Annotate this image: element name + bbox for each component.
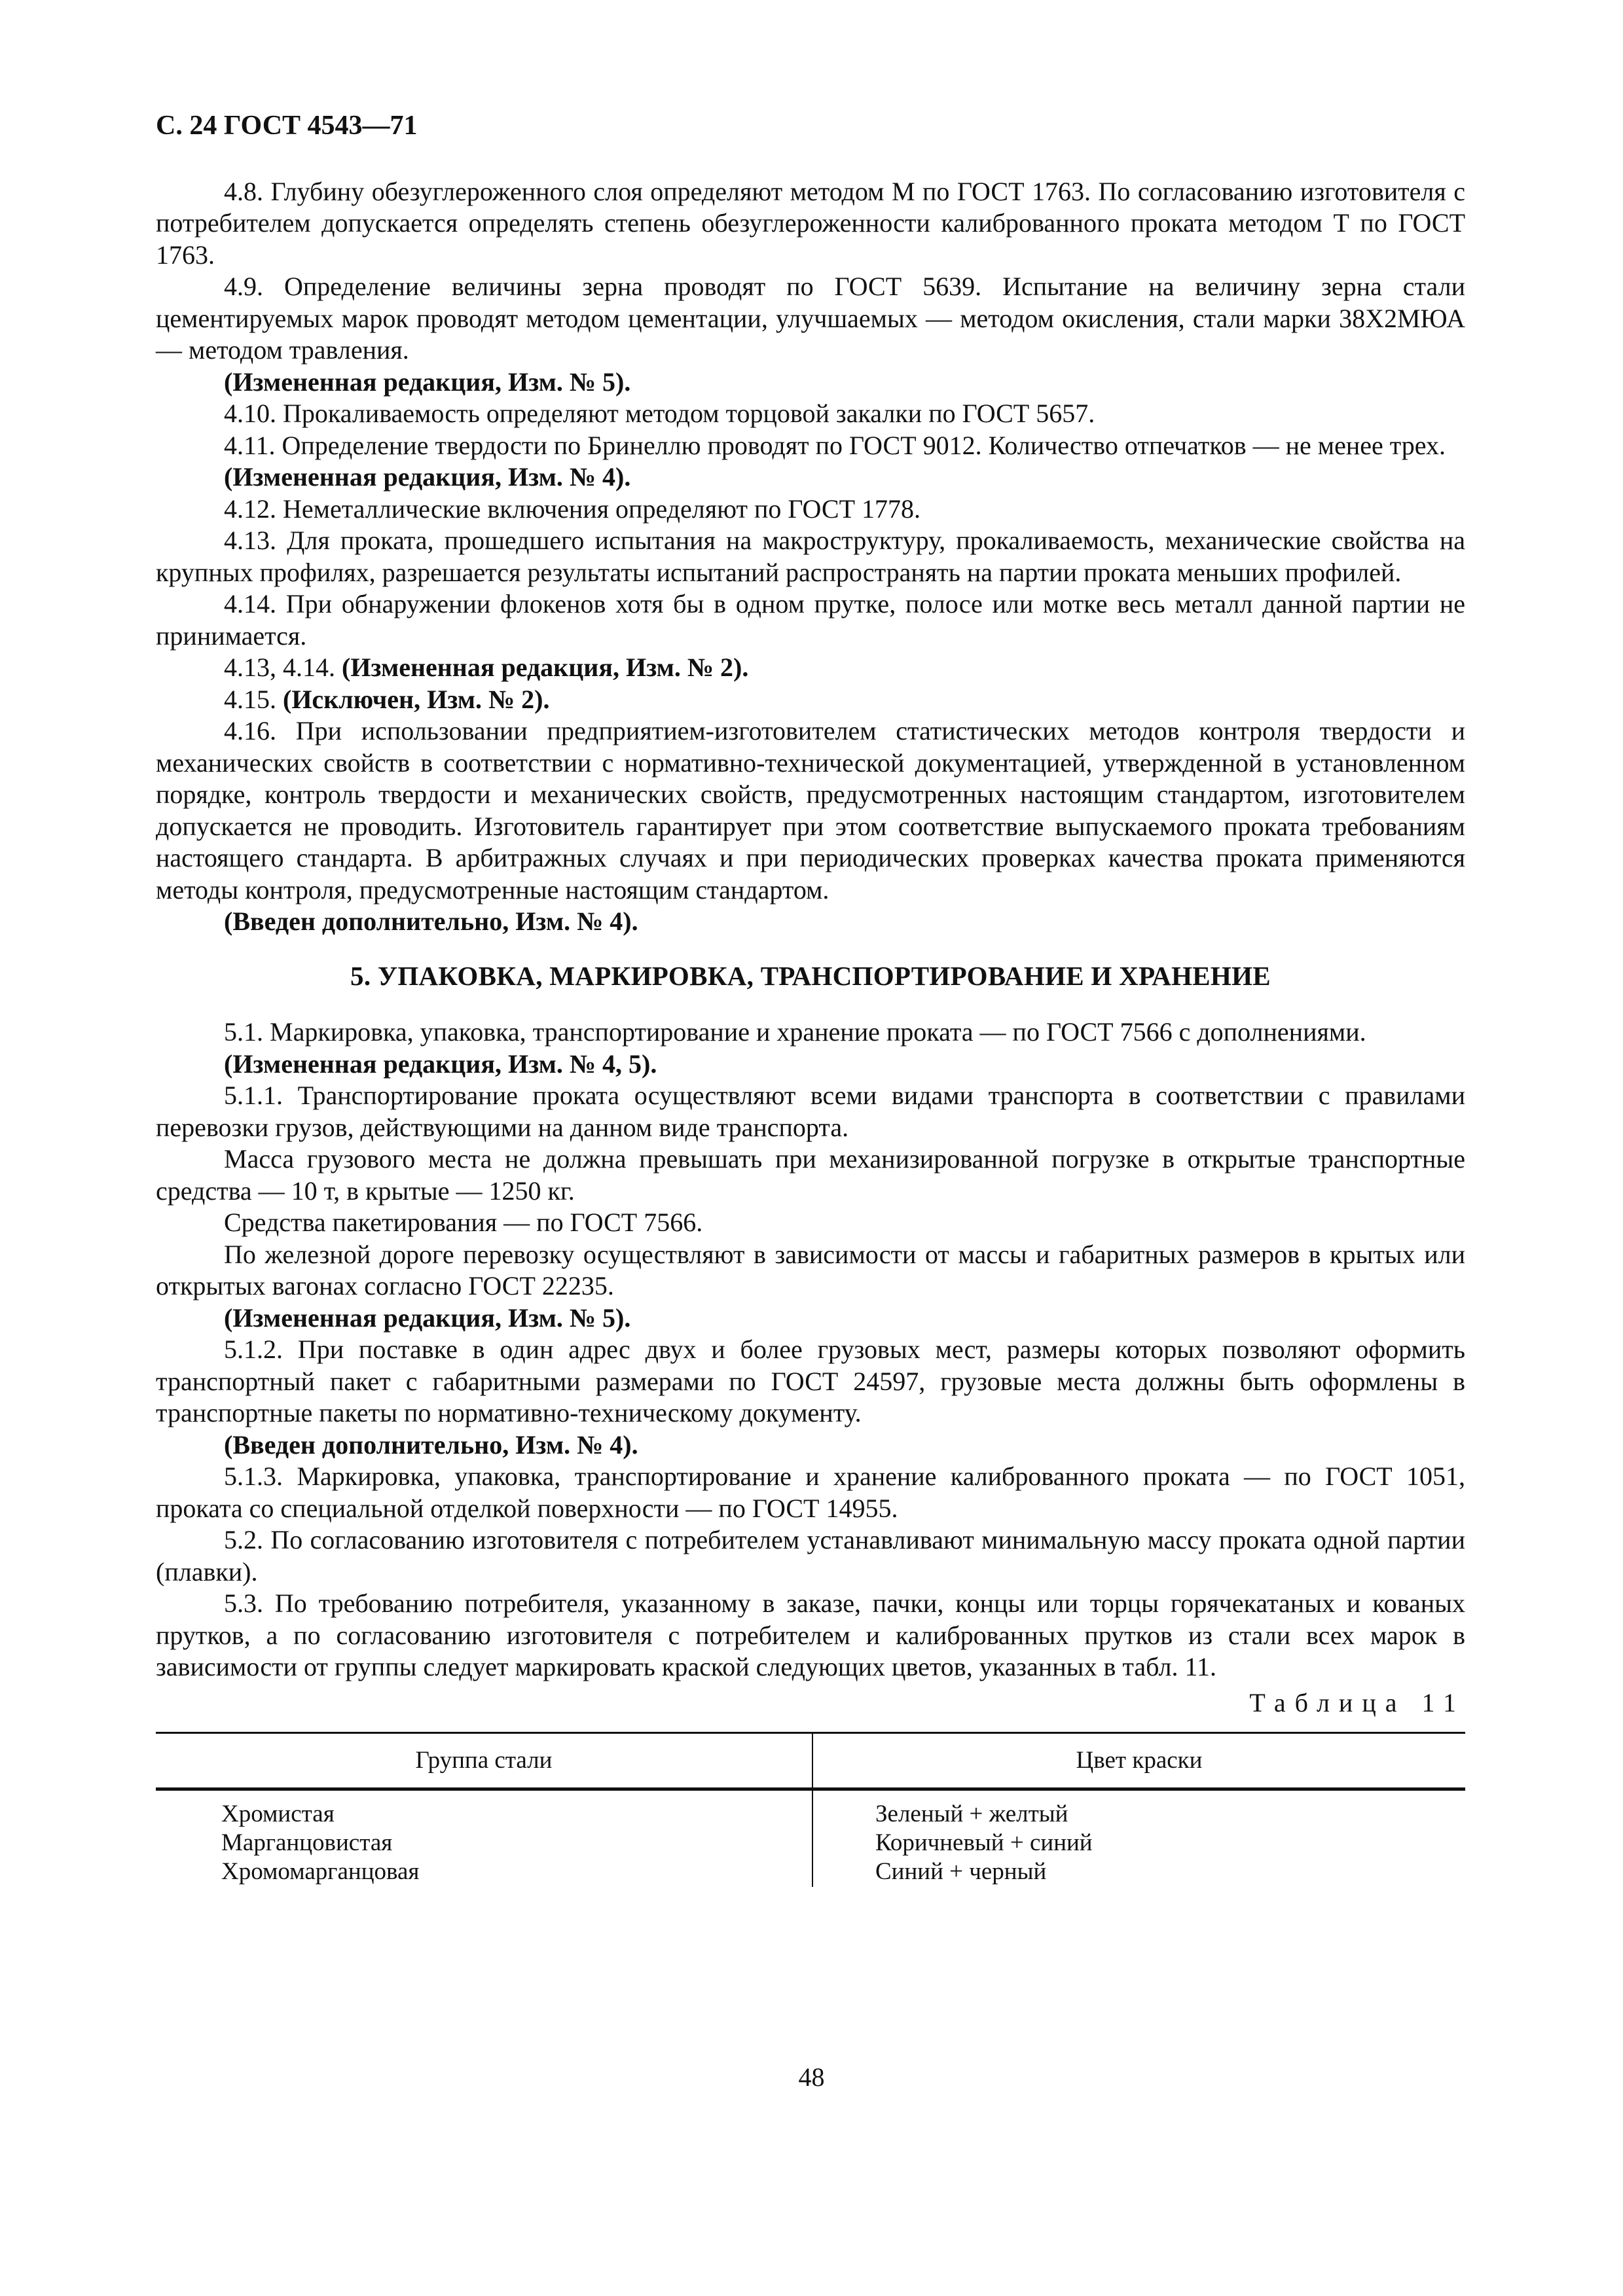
clause-list-4 [156, 176, 1465, 938]
table-row [156, 1789, 1465, 1888]
clause-5-1: 5.1. Маркировка, упаковка, транспортирование и хранение проката — по ГОСТ 7566 с дополнениями. [224, 1017, 1366, 1047]
clause-5-3: 5.3. По требованию потребителя, указанному в заказе, пачки, концы или торцы горячекатаных и кованых прутков, а по согласованию изготовителя с потребителем и калиброванных прутков из стали всех марок в зависимости от группы следует маркировать краской следующих цветов, указанных в табл. 11. [156, 1588, 1465, 1681]
amendment-note: (Измененная редакция, Изм. № 5). [224, 1302, 631, 1333]
clause-4-8: 4.8. Глубину обезуглероженного слоя определяют методом М по ГОСТ 1763. По согласованию изготовителя с потребителем допускается определять степень обезуглероженности калиброванного проката методом Т по ГОСТ 1763. [156, 176, 1465, 270]
clause-4-12: 4.12. Неметаллические включения определяют по ГОСТ 1778. [224, 493, 921, 524]
section-title: 5. УПАКОВКА, МАРКИРОВКА, ТРАНСПОРТИРОВАНИЕ И ХРАНЕНИЕ [350, 960, 1271, 991]
clause-5-1-1: 5.1.1. Транспортирование проката осуществляют всеми видами транспорта в соответствии с правилами перевозки грузов, действующими на данном виде транспорта. [156, 1081, 1465, 1142]
column-header-steel-group: Группа стали [156, 1733, 812, 1789]
clause-number: 4.13, 4.14. [224, 653, 342, 682]
clause-text: Масса грузового места не должна превышать при механизированной погрузке в открытые транспортные средства — 10 т, в крытые — 1250 кг. [156, 1144, 1465, 1206]
clause-5-1-3: 5.1.3. Маркировка, упаковка, транспортирование и хранение калиброванного проката — по ГОСТ 1051, проката со специальной отделкой поверхности — по ГОСТ 14955. [156, 1462, 1465, 1523]
table-caption: Таблица 11 [1249, 1687, 1465, 1717]
clause-text: Средства пакетирования — по ГОСТ 7566. [224, 1208, 703, 1237]
document-page [156, 110, 1465, 1887]
clause-4-10: 4.10. Прокаливаемость определяют методом торцовой закалки по ГОСТ 5657. [224, 399, 1095, 428]
table-header-row [156, 1733, 1465, 1789]
amendment-note: (Исключен, Изм. № 2). [283, 684, 550, 714]
steel-group-value: Хромистая [221, 1801, 335, 1827]
amendment-note: (Введен дополнительно, Изм. № 4). [224, 1429, 638, 1460]
paint-color-value: Синий + черный [875, 1858, 1047, 1885]
amendment-note: (Измененная редакция, Изм. № 2). [342, 653, 749, 682]
steel-group-value: Марганцовистая [221, 1829, 393, 1856]
clause-5-1-2: 5.1.2. При поставке в один адрес двух и более грузовых мест, размеры которых позволяют оформить транспортный пакет с габаритными размерами по ГОСТ 24597, грузовые места должны быть оформлены в транспортные пакеты по нормативно-техническому документу. [156, 1335, 1465, 1427]
steel-group-cell [156, 1789, 812, 1888]
clause-4-15 [156, 684, 1465, 716]
column-header-paint-color: Цвет краски [812, 1733, 1465, 1789]
amendment-note: (Измененная редакция, Изм. № 4, 5). [224, 1049, 657, 1079]
clause-4-16: 4.16. При использовании предприятием-изготовителем статистических методов контроля твердости и механических свойств в соответствии с нормативно-технической документацией, утвержденной в установленном порядке, контроль твердости и механических свойств, предусмотренных настоящим стандартом, изготовителем допускается не проводить. Изготовитель гарантирует при этом соответствие выпускаемого проката требованиям настоящего стандарта. В арбитражных случаях и при периодических проверках качества проката применяются методы контроля, предусмотренные настоящим стандартом. [156, 716, 1465, 905]
steel-group-value: Хромомарганцовая [221, 1858, 420, 1885]
paint-color-cell [812, 1789, 1465, 1888]
clause-4-11: 4.11. Определение твердости по Бринеллю проводят по ГОСТ 9012. Количество отпечатков — не менее трех. [224, 430, 1446, 460]
amendment-note: (Измененная редакция, Изм. № 4). [224, 462, 631, 492]
clause-5-2: 5.2. По согласованию изготовителя с потребителем устанавливают минимальную массу проката одной партии (плавки). [156, 1525, 1465, 1587]
amendment-note: (Измененная редакция, Изм. № 5). [224, 367, 631, 397]
paint-color-value: Коричневый + синий [875, 1829, 1093, 1856]
page-header: С. 24 ГОСТ 4543—71 [156, 111, 418, 141]
paint-color-value: Зеленый + желтый [875, 1801, 1068, 1827]
clause-4-9: 4.9. Определение величины зерна проводят по ГОСТ 5639. Испытание на величину зерна стали цементируемых марок проводят методом цементации, улучшаемых — методом окисления, стали марки 38Х2МЮА — методом травления. [156, 272, 1465, 365]
paint-color-table [156, 1732, 1465, 1887]
amendment-note: (Введен дополнительно, Изм. № 4). [224, 906, 638, 936]
clause-text: По железной дороге перевозку осуществляют в зависимости от массы и габаритных размеров в крытых или открытых вагонах согласно ГОСТ 22235. [156, 1239, 1465, 1300]
clause-4-13: 4.13. Для проката, прошедшего испытания на макроструктуру, прокаливаемость, механические свойства на крупных профилях, разрешается результаты испытаний распространять на партии проката меньших профилей. [156, 526, 1465, 587]
page-number: 48 [798, 2062, 825, 2092]
clause-4-14: 4.14. При обнаружении флокенов хотя бы в одном прутке, полосе или мотке весь металл данной партии не принимается. [156, 589, 1465, 651]
clause-number: 4.15. [224, 684, 283, 714]
clause-list-5 [156, 1016, 1465, 1683]
clause-4-13-4-14-note [156, 652, 1465, 684]
